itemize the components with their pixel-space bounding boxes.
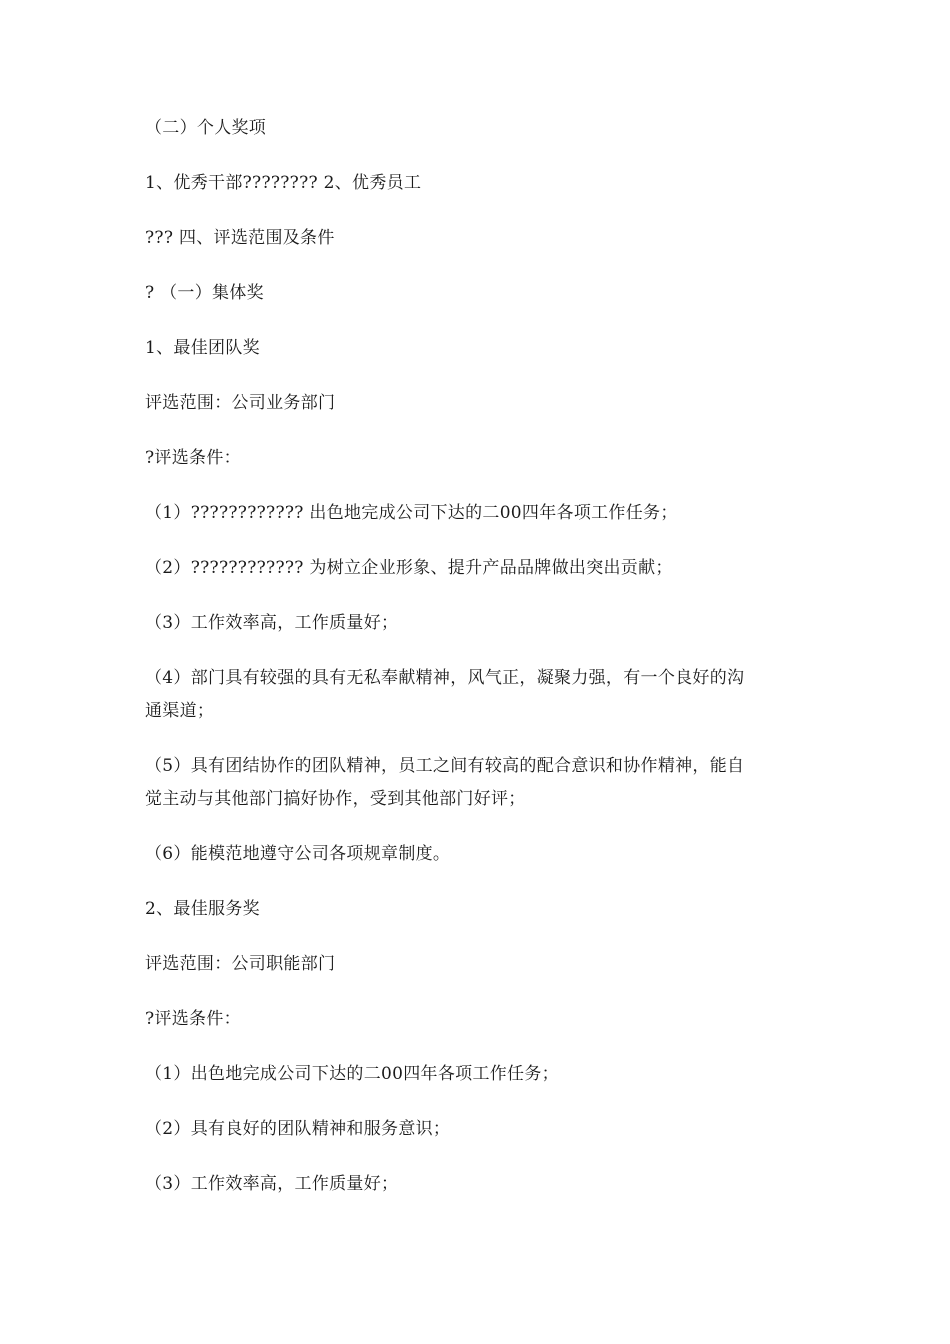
heading-individual-awards: （二）个人奖项	[145, 118, 267, 138]
service-condition-2: （2）具有良好的团队精神和服务意识；	[145, 1119, 451, 1139]
team-condition-4-line-2: 通渠道；	[145, 701, 215, 721]
team-award-conditions-label: ?评选条件：	[145, 448, 241, 468]
team-condition-5-line-1: （5）具有团结协作的团队精神，员工之间有较高的配合意识和协作精神，能自	[145, 756, 745, 776]
heading-scope-and-conditions: ??? 四、评选范围及条件	[145, 228, 335, 248]
team-condition-3: （3）工作效率高，工作质量好；	[145, 613, 399, 633]
service-award-conditions-label: ?评选条件：	[145, 1009, 241, 1029]
team-condition-5-line-2: 觉主动与其他部门搞好协作，受到其他部门好评；	[145, 789, 526, 809]
team-condition-4-line-1: （4）部门具有较强的具有无私奉献精神，风气正，凝聚力强，有一个良好的沟	[145, 668, 745, 688]
team-condition-2: （2）???????????? 为树立企业形象、提升产品品牌做出突出贡献；	[145, 558, 673, 578]
heading-best-service-award: 2、最佳服务奖	[145, 899, 260, 919]
service-condition-1: （1）出色地完成公司下达的二00四年各项工作任务；	[145, 1064, 559, 1084]
service-condition-3: （3）工作效率高，工作质量好；	[145, 1174, 399, 1194]
team-award-scope: 评选范围：公司业务部门	[145, 393, 336, 413]
heading-best-team-award: 1、最佳团队奖	[145, 338, 260, 358]
heading-collective-award: ? （一）集体奖	[145, 283, 264, 303]
team-condition-6: （6）能模范地遵守公司各项规章制度。	[145, 844, 451, 864]
team-condition-1: （1）???????????? 出色地完成公司下达的二00四年各项工作任务；	[145, 503, 678, 523]
service-award-scope: 评选范围：公司职能部门	[145, 954, 336, 974]
individual-award-list: 1、优秀干部???????? 2、优秀员工	[145, 173, 422, 193]
